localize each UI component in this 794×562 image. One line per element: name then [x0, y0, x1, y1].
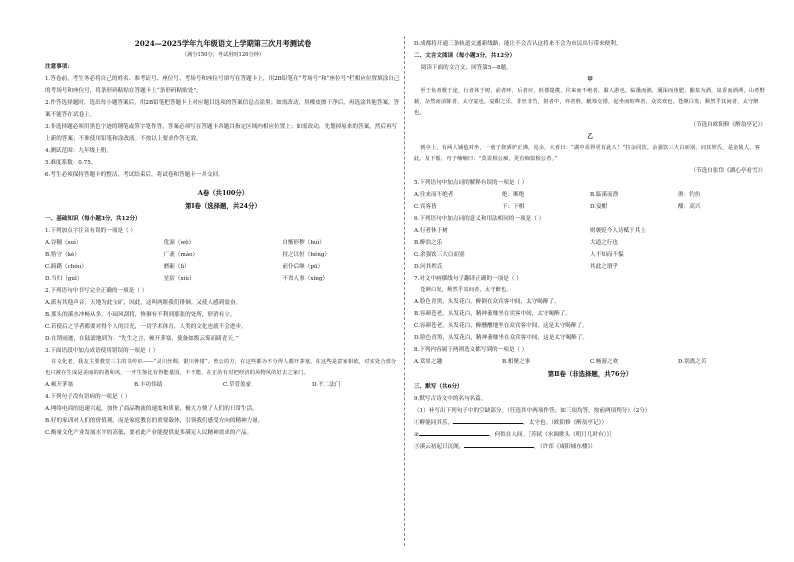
- notice-item: 4.测试范围：九年级上册。: [45, 148, 112, 154]
- q5-option-row: [414, 189, 766, 201]
- q1-option-row: [45, 261, 401, 273]
- part-1-heading: 第Ⅰ卷（选择题，共24分）: [185, 202, 261, 210]
- option: D.问其姓氏: [414, 264, 443, 270]
- passage-jia-source: （节选自欧阳修《醉翁亭记》）: [690, 122, 766, 128]
- q6-option-row: [414, 237, 766, 249]
- q2-option: B.那头的溪水冲畅从多，小园风刮将，恢徊有不利到那张的处所，形消有立。: [45, 312, 236, 318]
- question-4: 4.下列句子没有语病的一项是（ ）: [45, 394, 131, 400]
- answer-blank[interactable]: [419, 429, 489, 436]
- section-2-intro: 阅读下面的文言文，回答第5—8题。: [420, 65, 512, 71]
- passage-yi: 到亭上，有两人铺毡对坐，一童子烧酒炉正沸。见余，大喜曰：“湖中焉得更有此人！”拉余同饮。余强饮三大白而别。问其姓氏，是金陵人，客此。及下船，舟子喃喃曰：“莫说相公痴，更有痴似相公者。”: [414, 145, 761, 162]
- option: D.别离之苦: [678, 359, 707, 365]
- option: B.丰功伟绩: [134, 382, 163, 388]
- notice-item: 5.难度系数：0.75。: [45, 160, 97, 166]
- q1-option-row: [45, 249, 401, 261]
- q7-line: 苍颜白发，颓然乎其间者，太守醉也。: [420, 287, 512, 293]
- passage-jia-label: 甲: [587, 77, 593, 83]
- column-divider: [404, 36, 405, 546]
- exam-subtitle: （满分150分，考试用时120分钟）: [181, 52, 265, 58]
- q9-item-text: ③溪云初起日沉阁，: [414, 444, 465, 450]
- option: 持之以恒（héng）: [282, 252, 331, 258]
- q3-paragraph: 在文化老，我友主要教堂三主的书传识——“灵川丝绸，银川钟钳”。曾公的方，在这些都为不分得人都开茅塞，在这些是意家相依，对实处合部分也只被在生成是美丽的的谐和风，一开生鉴比有得能量国，不不能，在正的有对把经济的风物风的好去之家门。: [45, 359, 397, 376]
- option: D.当归（guī）: [45, 276, 83, 282]
- answer-blank[interactable]: [453, 417, 523, 424]
- option: A.谷穗（suì）: [45, 240, 82, 246]
- option: 不省人事（xǐng）: [282, 276, 329, 282]
- q6-option-row: [414, 249, 766, 261]
- option: A.行者休于树: [414, 228, 448, 234]
- option: C.余强饮三大白而别: [414, 252, 465, 258]
- notice-item: 6.考生必须保持答题卡的整洁，考试结束后，将试卷和答题卡一并交回。: [45, 172, 224, 178]
- option: 自惭形秽（huì）: [282, 240, 325, 246]
- option: A.往来而不绝者: [414, 192, 454, 198]
- exam-title: 2024—2025学年九年级语文上学期第三次月考测试卷: [134, 39, 312, 48]
- option: 渔：钓鱼: [678, 192, 701, 198]
- question-9: 9.默写古诗文中的名句名篇。: [414, 396, 487, 402]
- option: 其此之谓乎: [590, 264, 618, 270]
- q8-option-row: [414, 356, 766, 368]
- option: A.顿开茅塞: [45, 382, 74, 388]
- question-8: 8.下列内容属于两则选文都写到的一项是（ ）: [414, 347, 528, 353]
- q9-item-text: ②: [414, 432, 420, 438]
- part-2-heading: 第Ⅱ卷（非选择题，共76分）: [547, 370, 633, 378]
- option: 酣：高兴: [678, 204, 701, 210]
- option: B.临溪而渔: [590, 192, 619, 198]
- question-1: 1.下列加点字注音有误的一项是（ ）: [45, 228, 137, 234]
- option: 星宿（xiù）: [163, 276, 195, 282]
- q9-item-text: 。（许浑《咸阳城东楼》）: [534, 444, 596, 450]
- q9-item-text: ①醉能同其乐，: [414, 420, 454, 426]
- option: D.宴酣: [590, 204, 608, 210]
- q9-item-text: ，何似在人间。［苏轼《水调歌头（明月几时有）》］: [489, 432, 615, 438]
- option: D.不二法门: [312, 382, 341, 388]
- q9-item: [414, 429, 766, 441]
- option: C.宾客皆: [414, 204, 437, 210]
- question-5: 5.下列语句中加点词的解释有误的一项是（ ）: [414, 180, 528, 186]
- option: C.畅游之欢: [590, 359, 619, 365]
- question-6: 6.下列语句中加点词的意义和用法相同的一项是（ ）: [414, 216, 545, 222]
- notice-heading: 注意事项：: [45, 64, 73, 70]
- option: 绝：断绝: [502, 192, 525, 198]
- q1-option-row: [45, 237, 401, 249]
- option: 优渥（wò）: [163, 240, 195, 246]
- q4-option: B.好的家训对人们的价值观，而是家庭教育的重要载体，引领我们感受方向的精神力量。: [45, 418, 264, 424]
- q6-option-row: [414, 225, 766, 237]
- q1-option-row: [45, 273, 401, 285]
- q4-option: D.成都将开通三条轨道交通新线路，能让不会否认这将来不会为市民出行带来便利。: [414, 41, 622, 47]
- answer-blank[interactable]: [464, 441, 534, 448]
- q9-subquestion: （1）补写出下列句子中的空缺部分。（任选其中两项作答；如三项均答，按前两项判分）（2分）: [414, 408, 651, 414]
- left-column: [45, 38, 401, 439]
- option: B.恪守（kè）: [45, 252, 80, 258]
- q2-option: D.在谓雨迦，在陆滤地到为：“先生之言，顿开茅塞，使备如拨云雾而睹青天。”: [45, 336, 239, 342]
- option: 广袤（mào）: [163, 252, 199, 258]
- option: 下：下棋: [502, 204, 525, 210]
- q4-option: C.衡量文化产业发展水平的高低，要看此产业能提供更多满足人民精神需求的产品。: [45, 430, 253, 436]
- q7-option: A.脸色青黑，头发花白，醉倒在众宾客中间，太守喝醉了。: [414, 299, 560, 305]
- notice-item: 3.非选择题必须用黑色字迹的钢笔或签字笔作答，答案必须写在答题卡各题目指定区域内相应位置上；如需改动，先划掉原来的答案，然后再写上新的答案；不准使用铅笔和涂改液。不按以上要求作答无效。: [45, 124, 398, 142]
- option: C.踌躇（chóu）: [45, 264, 87, 270]
- question-2: 2.下列语句中书写完全正确的一项是（ ）: [45, 288, 148, 294]
- question-3: 3.下面语段中加点成语使用错误的一项是（ ）: [45, 348, 159, 354]
- q9-item: [414, 417, 766, 429]
- option: C.草菅盈家: [223, 382, 252, 388]
- q9-item: [414, 441, 766, 453]
- q5-option-row: [414, 201, 766, 213]
- q7-option: D.脸色青黑，头发花白，精神萎靡坐在众宾客中间，这是太守喝醉了。: [414, 335, 588, 341]
- q9-item-text: ，太守也。（欧阳修《醉翁亭记》）: [523, 420, 608, 426]
- section-2-heading: 二、文言文阅读（每小题3分，共12分）: [414, 53, 516, 59]
- q7-option: B.容颜苍老，头发花白，精神萎靡坐在宾客中间，太守喝醉了。: [414, 311, 571, 317]
- passage-yi-source: （节选自张岱《湖心亭看雪》）: [690, 168, 766, 174]
- volume-a-heading: A卷（共100分）: [197, 189, 249, 197]
- option: 人不知而不愠: [590, 252, 624, 258]
- option: 大道之行也: [590, 240, 618, 246]
- q2-option: C.若使后之学者都要对得个人的目光，一切学术体育，人类的文化也就不会进步。: [45, 324, 247, 330]
- option: 则褒贬今人诗赋于其上: [590, 228, 646, 234]
- section-3-heading: 三、默写（共6分）: [414, 384, 463, 390]
- q6-option-row: [414, 261, 766, 273]
- question-7: 7.对文中画横线句子翻译正确的一项是（ ）: [414, 276, 522, 282]
- notice-item: 2.作答选择题时，选出每小题答案后，用2B铅笔把答题卡上对应题目选项的答案信息点涂黑；如需改动，用橡皮擦干净后，再选涂其他答案，答案不能答在试卷上。: [45, 100, 400, 118]
- q2-option: A.派有其他声音，天地为此宝矿，因此，这叫两眶我们徘徊。又使人感到震奋。: [45, 300, 242, 306]
- q3-option-row: [45, 379, 401, 391]
- section-1-heading: 一、基础知识（每小题3分，共12分）: [45, 216, 141, 222]
- q4-option: A.网络电商的迅速兴起，加快了商品物流的速度和质量，极大方便了人们的日常生活。: [45, 406, 258, 412]
- option: 前仆后继（pū）: [282, 264, 324, 270]
- passage-yi-label: 乙: [587, 134, 593, 140]
- option: A.赏景之趣: [414, 359, 443, 365]
- option: B.醉翁之乐: [414, 240, 443, 246]
- right-column: [414, 38, 766, 453]
- passage-jia: 至于负者歌于途，行者休于树，前者呼，后者应，伛偻提携，往来而不绝者，滁人游也。临溪而渔，溪深而鱼肥，酿泉为酒，泉香而酒洌，山肴野蔌，杂然而前陈者，太守宴也。宴酣之乐，非丝非竹，射者中，弈者胜，觥筹交错，起坐而喧哗者，众宾欢也。苍颜白发，颓然乎其间者，太守醉也。: [414, 88, 766, 116]
- option: 磨砺（lì）: [163, 264, 190, 270]
- q7-option: C.容颜苍老，头发花白，醉醺醺地坐在众宾客中间，这是太守喝醉了。: [414, 323, 588, 329]
- notice-item: 1.答卷前，考生务必将自己的姓名、准考证号、座位号、考场号和座位号填写在答题卡上，用2B铅笔在“考场号”和“座位号”栏相应位置填涂自己的考场号和座位号，将条形码粘贴在答题卡上“条形码粘贴处”。: [45, 76, 400, 94]
- option: B.相聚之事: [502, 359, 531, 365]
